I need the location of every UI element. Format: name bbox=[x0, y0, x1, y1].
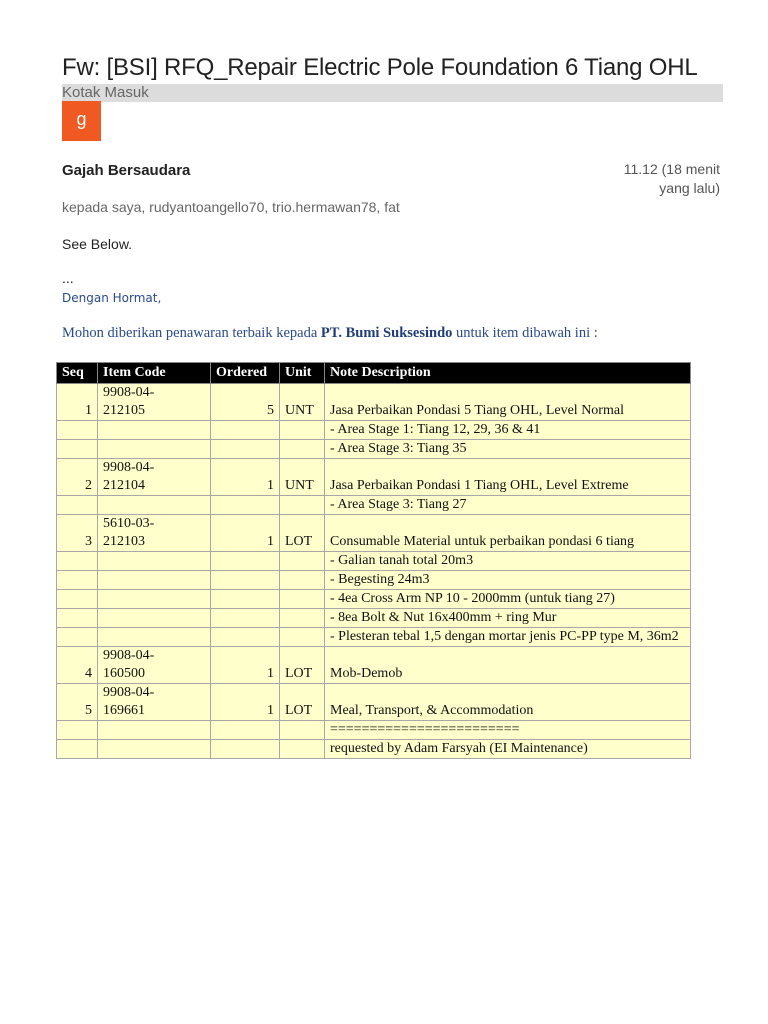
table-row bbox=[57, 590, 691, 609]
inbox-label[interactable]: Kotak Masuk bbox=[62, 84, 149, 101]
cell-ordered bbox=[211, 496, 280, 515]
table-row bbox=[57, 684, 691, 721]
cell-item-code: 5610-03- 212103 bbox=[98, 515, 211, 552]
timestamp-line-2: yang lalu) bbox=[659, 180, 720, 196]
cell-seq bbox=[57, 721, 98, 740]
quoted-text-toggle[interactable]: ... bbox=[62, 270, 74, 286]
cell-unit bbox=[280, 421, 325, 440]
cell-unit bbox=[280, 590, 325, 609]
table-row bbox=[57, 384, 691, 421]
cell-item-code bbox=[98, 740, 211, 759]
cell-unit bbox=[280, 628, 325, 647]
cell-seq bbox=[57, 552, 98, 571]
body-see-below: See Below. bbox=[62, 236, 133, 252]
email-subject: Fw: [BSI] RFQ_Repair Electric Pole Foundation 6 Tiang OHL bbox=[62, 54, 698, 81]
cell-item-code bbox=[98, 590, 211, 609]
cell-note: Meal, Transport, & Accommodation bbox=[325, 684, 691, 721]
cell-seq bbox=[57, 740, 98, 759]
header-ordered: Ordered bbox=[211, 363, 280, 384]
cell-unit: LOT bbox=[280, 684, 325, 721]
table-row bbox=[57, 496, 691, 515]
recipients[interactable]: kepada saya, rudyantoangello70, trio.hermawan78, fat bbox=[62, 199, 400, 215]
cell-seq: 1 bbox=[57, 384, 98, 421]
header-seq: Seq bbox=[57, 363, 98, 384]
cell-unit bbox=[280, 609, 325, 628]
request-suffix: untuk item dibawah ini : bbox=[452, 325, 598, 341]
header-unit: Unit bbox=[280, 363, 325, 384]
cell-unit bbox=[280, 740, 325, 759]
cell-ordered: 1 bbox=[211, 459, 280, 496]
cell-note: Mob-Demob bbox=[325, 647, 691, 684]
cell-item-code: 9908-04- 212104 bbox=[98, 459, 211, 496]
cell-unit bbox=[280, 721, 325, 740]
header-item-code: Item Code bbox=[98, 363, 211, 384]
cell-item-code bbox=[98, 496, 211, 515]
rfq-table bbox=[56, 362, 691, 759]
cell-seq bbox=[57, 609, 98, 628]
sender-name[interactable]: Gajah Bersaudara bbox=[62, 162, 191, 179]
cell-item-code bbox=[98, 628, 211, 647]
cell-note: - 4ea Cross Arm NP 10 - 2000mm (untuk tiang 27) bbox=[325, 590, 691, 609]
table-row bbox=[57, 740, 691, 759]
cell-item-code bbox=[98, 421, 211, 440]
cell-ordered: 1 bbox=[211, 647, 280, 684]
cell-item-code: 9908-04- 160500 bbox=[98, 647, 211, 684]
cell-note: - Area Stage 3: Tiang 35 bbox=[325, 440, 691, 459]
cell-note: ======================== bbox=[325, 721, 691, 740]
header-note-description: Note Description bbox=[325, 363, 691, 384]
cell-note: requested by Adam Farsyah (EI Maintenance) bbox=[325, 740, 691, 759]
cell-ordered bbox=[211, 571, 280, 590]
cell-seq bbox=[57, 440, 98, 459]
sender-avatar[interactable] bbox=[62, 101, 101, 141]
cell-unit: UNT bbox=[280, 459, 325, 496]
cell-ordered bbox=[211, 552, 280, 571]
cell-item-code: 9908-04- 169661 bbox=[98, 684, 211, 721]
table-row bbox=[57, 552, 691, 571]
cell-unit bbox=[280, 440, 325, 459]
table-row bbox=[57, 609, 691, 628]
cell-item-code bbox=[98, 552, 211, 571]
cell-seq bbox=[57, 496, 98, 515]
cell-ordered bbox=[211, 740, 280, 759]
cell-note: Jasa Perbaikan Pondasi 1 Tiang OHL, Level Extreme bbox=[325, 459, 691, 496]
cell-unit: UNT bbox=[280, 384, 325, 421]
cell-unit: LOT bbox=[280, 515, 325, 552]
cell-seq bbox=[57, 628, 98, 647]
avatar-letter: g bbox=[76, 109, 87, 129]
table-header-row bbox=[57, 363, 691, 384]
cell-note: - Plesteran tebal 1,5 dengan mortar jenis PC-PP type M, 36m2 bbox=[325, 628, 691, 647]
cell-ordered: 5 bbox=[211, 384, 280, 421]
greeting: Dengan Hormat, bbox=[62, 291, 162, 305]
table-row bbox=[57, 440, 691, 459]
cell-note: Consumable Material untuk perbaikan pondasi 6 tiang bbox=[325, 515, 691, 552]
request-company: PT. Bumi Suksesindo bbox=[320, 325, 453, 341]
cell-ordered: 1 bbox=[211, 515, 280, 552]
cell-ordered bbox=[211, 609, 280, 628]
cell-seq: 2 bbox=[57, 459, 98, 496]
cell-unit: LOT bbox=[280, 647, 325, 684]
cell-ordered bbox=[211, 421, 280, 440]
cell-note: - Galian tanah total 20m3 bbox=[325, 552, 691, 571]
table-row bbox=[57, 515, 691, 552]
cell-unit bbox=[280, 571, 325, 590]
table-row bbox=[57, 647, 691, 684]
timestamp-line-1: 11.12 (18 menit bbox=[623, 161, 720, 177]
timestamp bbox=[570, 160, 720, 198]
cell-item-code bbox=[98, 571, 211, 590]
request-line bbox=[62, 325, 598, 342]
cell-item-code bbox=[98, 440, 211, 459]
cell-seq bbox=[57, 571, 98, 590]
cell-ordered: 1 bbox=[211, 684, 280, 721]
cell-seq: 4 bbox=[57, 647, 98, 684]
table-row bbox=[57, 571, 691, 590]
cell-ordered bbox=[211, 590, 280, 609]
cell-note: - Begesting 24m3 bbox=[325, 571, 691, 590]
cell-note: - Area Stage 3: Tiang 27 bbox=[325, 496, 691, 515]
cell-unit bbox=[280, 496, 325, 515]
cell-item-code bbox=[98, 721, 211, 740]
table-row bbox=[57, 459, 691, 496]
cell-unit bbox=[280, 552, 325, 571]
cell-item-code bbox=[98, 609, 211, 628]
inbox-label-bar[interactable] bbox=[62, 84, 723, 102]
cell-note: Jasa Perbaikan Pondasi 5 Tiang OHL, Level Normal bbox=[325, 384, 691, 421]
cell-item-code: 9908-04- 212105 bbox=[98, 384, 211, 421]
cell-note: - Area Stage 1: Tiang 12, 29, 36 & 41 bbox=[325, 421, 691, 440]
table-row bbox=[57, 421, 691, 440]
cell-seq: 3 bbox=[57, 515, 98, 552]
table-row bbox=[57, 628, 691, 647]
cell-seq bbox=[57, 421, 98, 440]
cell-ordered bbox=[211, 628, 280, 647]
cell-ordered bbox=[211, 440, 280, 459]
cell-seq bbox=[57, 590, 98, 609]
request-prefix: Mohon diberikan penawaran terbaik kepada bbox=[62, 325, 321, 341]
cell-ordered bbox=[211, 721, 280, 740]
cell-note: - 8ea Bolt & Nut 16x400mm + ring Mur bbox=[325, 609, 691, 628]
table-row bbox=[57, 721, 691, 740]
cell-seq: 5 bbox=[57, 684, 98, 721]
